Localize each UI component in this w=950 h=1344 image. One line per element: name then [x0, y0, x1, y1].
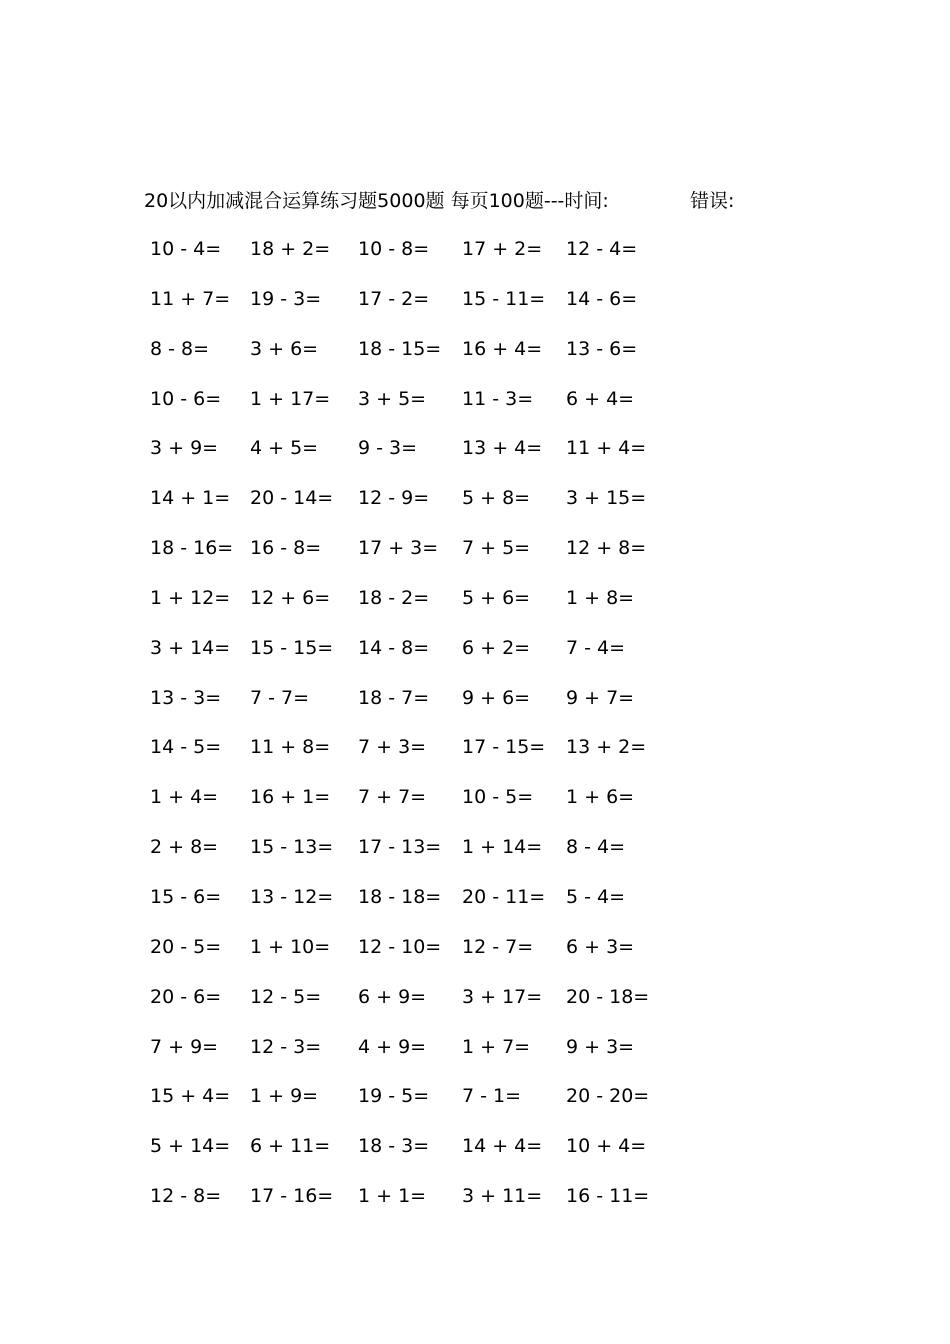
math-problem: 4 + 5=: [250, 437, 319, 460]
problem-grid: [0, 234, 950, 1231]
math-problem: 15 - 11=: [462, 287, 546, 310]
math-problem: 12 - 3=: [250, 1035, 322, 1058]
math-problem: 18 - 18=: [358, 885, 442, 908]
math-problem: 7 + 3=: [358, 736, 427, 759]
math-problem: 8 - 4=: [566, 836, 626, 859]
math-problem: 17 - 16=: [250, 1185, 334, 1208]
math-problem: 5 + 8=: [462, 487, 531, 510]
math-problem: 1 + 1=: [358, 1185, 427, 1208]
math-problem: 1 + 7=: [462, 1035, 531, 1058]
math-problem: 1 + 9=: [250, 1085, 319, 1108]
math-problem: 5 - 4=: [566, 885, 626, 908]
math-problem: 7 + 9=: [150, 1035, 219, 1058]
problem-row: [0, 234, 950, 284]
problem-row: [0, 483, 950, 533]
math-problem: 10 - 5=: [462, 786, 534, 809]
math-problem: 12 - 7=: [462, 935, 534, 958]
problem-row: [0, 832, 950, 882]
errors-label: 错误:: [690, 190, 735, 212]
math-problem: 5 + 14=: [150, 1135, 231, 1158]
math-problem: 1 + 17=: [250, 387, 331, 410]
math-problem: 17 + 2=: [462, 238, 543, 260]
math-problem: 16 - 11=: [566, 1185, 650, 1208]
problem-row: [0, 982, 950, 1032]
worksheet-title: 20以内加减混合运算练习题5000题 每页100题---时间:: [144, 190, 609, 212]
problem-row: [0, 683, 950, 733]
worksheet-header: [144, 186, 764, 216]
math-problem: 5 + 6=: [462, 586, 531, 609]
math-problem: 15 + 4=: [150, 1085, 231, 1108]
math-problem: 11 + 7=: [150, 287, 231, 310]
problem-row: [0, 1181, 950, 1231]
problem-row: [0, 533, 950, 583]
math-problem: 12 + 8=: [566, 537, 647, 560]
math-problem: 14 - 6=: [566, 287, 638, 310]
math-problem: 7 + 7=: [358, 786, 427, 809]
math-problem: 12 - 4=: [566, 238, 638, 260]
problem-row: [0, 433, 950, 483]
math-problem: 7 - 4=: [566, 636, 626, 659]
math-problem: 11 + 8=: [250, 736, 331, 759]
math-problem: 12 + 6=: [250, 586, 331, 609]
problem-row: [0, 284, 950, 334]
math-problem: 19 - 5=: [358, 1085, 430, 1108]
math-problem: 9 + 6=: [462, 686, 531, 709]
math-problem: 12 - 9=: [358, 487, 430, 510]
problem-row: [0, 932, 950, 982]
math-problem: 20 - 20=: [566, 1085, 650, 1108]
math-problem: 16 + 1=: [250, 786, 331, 809]
problem-row: [0, 732, 950, 782]
math-problem: 4 + 9=: [358, 1035, 427, 1058]
math-problem: 9 - 3=: [358, 437, 418, 460]
math-problem: 15 - 13=: [250, 836, 334, 859]
math-problem: 1 + 4=: [150, 786, 219, 809]
math-problem: 13 - 3=: [150, 686, 222, 709]
math-problem: 16 + 4=: [462, 337, 543, 360]
math-problem: 20 - 5=: [150, 935, 222, 958]
math-problem: 16 - 8=: [250, 537, 322, 560]
math-problem: 17 - 15=: [462, 736, 546, 759]
math-problem: 11 - 3=: [462, 387, 534, 410]
problem-row: [0, 1032, 950, 1082]
math-problem: 14 - 5=: [150, 736, 222, 759]
math-problem: 3 + 6=: [250, 337, 319, 360]
problem-row: [0, 583, 950, 633]
math-problem: 14 + 1=: [150, 487, 231, 510]
math-problem: 13 - 6=: [566, 337, 638, 360]
math-problem: 8 - 8=: [150, 337, 210, 360]
math-problem: 18 - 3=: [358, 1135, 430, 1158]
math-problem: 3 + 14=: [150, 636, 231, 659]
math-problem: 20 - 6=: [150, 985, 222, 1008]
math-problem: 7 + 5=: [462, 537, 531, 560]
math-problem: 3 + 11=: [462, 1185, 543, 1208]
math-problem: 7 - 1=: [462, 1085, 522, 1108]
math-problem: 13 - 12=: [250, 885, 334, 908]
math-problem: 10 - 4=: [150, 238, 222, 260]
math-problem: 17 - 2=: [358, 287, 430, 310]
problem-row: [0, 1131, 950, 1181]
math-problem: 6 + 3=: [566, 935, 635, 958]
math-problem: 10 - 8=: [358, 238, 430, 260]
math-problem: 15 - 6=: [150, 885, 222, 908]
math-problem: 9 + 3=: [566, 1035, 635, 1058]
math-problem: 18 - 7=: [358, 686, 430, 709]
math-problem: 20 - 18=: [566, 985, 650, 1008]
math-problem: 14 - 8=: [358, 636, 430, 659]
math-problem: 15 - 15=: [250, 636, 334, 659]
math-problem: 1 + 10=: [250, 935, 331, 958]
problem-row: [0, 633, 950, 683]
math-problem: 10 + 4=: [566, 1135, 647, 1158]
math-problem: 12 - 10=: [358, 935, 442, 958]
math-problem: 3 + 15=: [566, 487, 647, 510]
math-problem: 1 + 8=: [566, 586, 635, 609]
problem-row: [0, 334, 950, 384]
math-problem: 6 + 9=: [358, 985, 427, 1008]
math-problem: 7 - 7=: [250, 686, 310, 709]
math-problem: 18 - 15=: [358, 337, 442, 360]
math-problem: 17 - 13=: [358, 836, 442, 859]
math-problem: 17 + 3=: [358, 537, 439, 560]
math-problem: 18 - 16=: [150, 537, 234, 560]
math-problem: 6 + 11=: [250, 1135, 331, 1158]
math-problem: 10 - 6=: [150, 387, 222, 410]
math-problem: 3 + 9=: [150, 437, 219, 460]
math-problem: 3 + 17=: [462, 985, 543, 1008]
math-problem: 2 + 8=: [150, 836, 219, 859]
math-problem: 1 + 14=: [462, 836, 543, 859]
math-problem: 19 - 3=: [250, 287, 322, 310]
math-problem: 11 + 4=: [566, 437, 647, 460]
math-problem: 6 + 4=: [566, 387, 635, 410]
math-problem: 12 - 8=: [150, 1185, 222, 1208]
problem-row: [0, 384, 950, 434]
math-problem: 6 + 2=: [462, 636, 531, 659]
problem-row: [0, 782, 950, 832]
math-problem: 3 + 5=: [358, 387, 427, 410]
math-problem: 20 - 11=: [462, 885, 546, 908]
math-problem: 20 - 14=: [250, 487, 334, 510]
problem-row: [0, 882, 950, 932]
math-problem: 14 + 4=: [462, 1135, 543, 1158]
math-problem: 9 + 7=: [566, 686, 635, 709]
math-problem: 13 + 4=: [462, 437, 543, 460]
math-problem: 12 - 5=: [250, 985, 322, 1008]
math-problem: 18 - 2=: [358, 586, 430, 609]
math-problem: 18 + 2=: [250, 238, 331, 260]
math-problem: 1 + 12=: [150, 586, 231, 609]
math-problem: 13 + 2=: [566, 736, 647, 759]
problem-row: [0, 1081, 950, 1131]
math-problem: 1 + 6=: [566, 786, 635, 809]
